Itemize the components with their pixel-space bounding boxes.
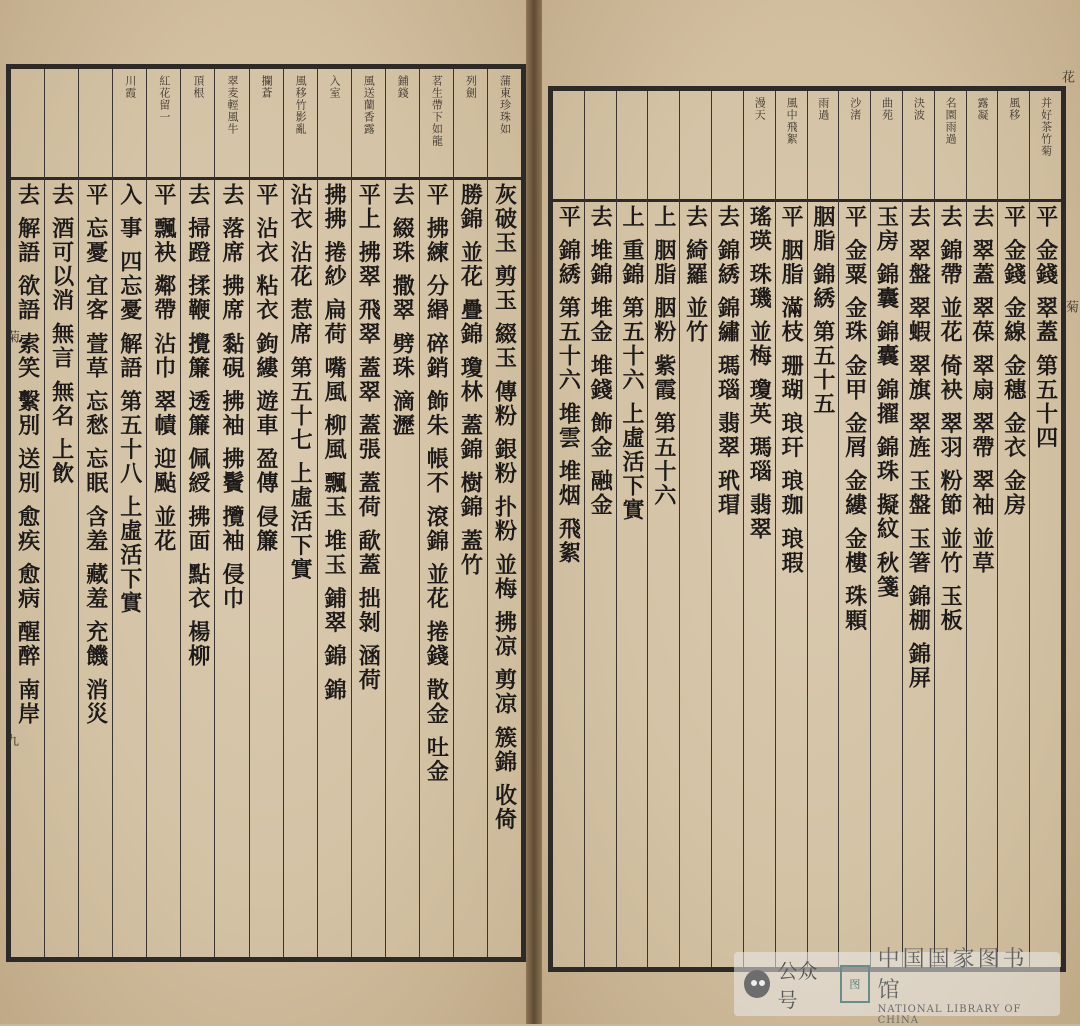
main-text: 拂拂 捲紗 扁荷 嘴風 柳風 飄玉 堆玉 鋪翠 錦 錦 bbox=[321, 183, 348, 702]
header-annotation bbox=[553, 91, 584, 199]
main-text: 平 飄袂 鄰帶 沾巾 翠幘 迎颭 並花 bbox=[150, 183, 177, 553]
header-annotation: 茗生帶下如龍 bbox=[430, 75, 444, 147]
right-columns bbox=[553, 91, 1061, 967]
text-column bbox=[453, 69, 487, 957]
main-text: 平 胭脂 滿枝 珊瑚 琅玕 琅珈 琅瑕 bbox=[778, 205, 805, 575]
main-text: 平 金錢 翠蓋 第五十四 bbox=[1032, 205, 1059, 450]
header-annotation: 名園雨過 bbox=[944, 97, 958, 145]
text-column bbox=[1029, 91, 1061, 967]
header-annotation bbox=[712, 91, 743, 199]
left-columns bbox=[11, 69, 521, 957]
header-annotation bbox=[648, 91, 679, 199]
header-annotation bbox=[680, 91, 711, 199]
header-annotation bbox=[585, 91, 616, 199]
text-column bbox=[838, 91, 870, 967]
book-gutter bbox=[526, 0, 542, 1024]
header-annotation: 風中飛絮 bbox=[785, 97, 799, 145]
text-column bbox=[647, 91, 679, 967]
header-annotation: 川霞 bbox=[123, 75, 137, 99]
text-column bbox=[775, 91, 807, 967]
header-annotation: 曲苑 bbox=[880, 97, 894, 121]
header-annotation bbox=[11, 69, 44, 177]
header-annotation: 紅花留一 bbox=[157, 75, 171, 123]
main-text: 平上 拂翠 飛翠 蓋翠 蓋張 蓋荷 歃蓋 拙剝 涵荷 bbox=[355, 183, 382, 693]
text-column bbox=[553, 91, 584, 967]
header-annotation bbox=[617, 91, 648, 199]
main-text: 去 錦綉 錦繡 瑪瑙 翡翠 玳瑁 bbox=[714, 205, 741, 518]
header-annotation: 漫天 bbox=[753, 97, 767, 121]
library-seal-icon: 图 bbox=[840, 965, 870, 1003]
text-column bbox=[112, 69, 146, 957]
text-column bbox=[283, 69, 317, 957]
text-column bbox=[902, 91, 934, 967]
main-text: 玉房 錦囊 錦囊 錦擢 錦珠 擬紋 秋箋 bbox=[873, 205, 900, 599]
header-annotation: 攔蒼 bbox=[260, 75, 274, 99]
right-page-frame bbox=[548, 86, 1066, 972]
watermark-label: 公众号 bbox=[777, 959, 818, 1012]
main-text: 去 酒可以消 無言 無名 上飲 bbox=[48, 183, 75, 486]
watermark bbox=[734, 947, 1060, 1026]
main-text: 灰破玉 剪玉 綴玉 傳粉 銀粉 扑粉 並梅 拂凉 剪凉 簇錦 收倚 bbox=[491, 183, 518, 832]
main-text: 勝錦 並花 疊錦 瓊林 蓋錦 樹錦 蓋竹 bbox=[457, 183, 484, 577]
watermark-title-cn: 中国国家图书馆 bbox=[877, 947, 1028, 1003]
header-annotation: 鋪錢 bbox=[396, 75, 410, 99]
main-text: 去 解語 欲語 索笑 繫別 送別 愈疾 愈病 醒醉 南岸 bbox=[14, 183, 41, 726]
header-annotation: 并好茶竹菊 bbox=[1039, 97, 1053, 157]
header-annotation: 風移 bbox=[1007, 97, 1021, 121]
text-column bbox=[487, 69, 521, 957]
right-top-title: 花 bbox=[1059, 70, 1074, 83]
text-column bbox=[214, 69, 248, 957]
header-annotation: 沙渚 bbox=[848, 97, 862, 121]
text-column bbox=[419, 69, 453, 957]
text-column bbox=[743, 91, 775, 967]
main-text: 平 金錢 金線 金穗 金衣 金房 bbox=[1000, 205, 1027, 518]
header-annotation: 列劍 bbox=[464, 75, 478, 99]
main-text: 胭脂 錦綉 第五十五 bbox=[809, 205, 836, 417]
main-text: 平 忘憂 宜客 萱草 忘愁 忘眠 含羞 藏羞 充饑 消災 bbox=[82, 183, 109, 726]
text-column bbox=[870, 91, 902, 967]
header-annotation: 雨過 bbox=[816, 97, 830, 121]
text-column bbox=[180, 69, 214, 957]
text-column bbox=[385, 69, 419, 957]
main-text: 平 金粟 金珠 金甲 金屑 金縷 金樓 珠顆 bbox=[841, 205, 868, 633]
text-column bbox=[966, 91, 998, 967]
left-page-number: 九 bbox=[6, 734, 20, 749]
header-annotation: 決波 bbox=[912, 97, 926, 121]
header-annotation: 翠麦輕風牛 bbox=[225, 75, 239, 135]
main-text: 去 落席 拂席 黏硯 拂袖 拂鬢 攬袖 侵巾 bbox=[218, 183, 245, 611]
text-column bbox=[997, 91, 1029, 967]
text-column bbox=[807, 91, 839, 967]
text-column bbox=[711, 91, 743, 967]
main-text: 平 拂練 分緡 碎銷 飾朱 帳不 滾錦 並花 捲錢 散金 吐金 bbox=[423, 183, 450, 784]
main-text: 瑤瑛 珠璣 並梅 瓊英 瑪瑙 翡翠 bbox=[746, 205, 773, 542]
text-column bbox=[616, 91, 648, 967]
main-text: 去 綴珠 撒翠 劈珠 滴瀝 bbox=[389, 183, 416, 438]
left-margin-label: 菊 bbox=[4, 330, 19, 343]
header-annotation: 露凝 bbox=[975, 97, 989, 121]
main-text: 去 綺羅 並竹 bbox=[682, 205, 709, 345]
main-text: 去 翠盤 翠蝦 翠旗 翠旌 玉盤 玉箸 錦棚 錦屏 bbox=[905, 205, 932, 691]
main-text: 去 翠蓋 翠葆 翠扇 翠帶 翠袖 並草 bbox=[968, 205, 995, 575]
text-column bbox=[351, 69, 385, 957]
header-annotation: 風移竹影亂 bbox=[294, 75, 308, 135]
watermark-title-en: NATIONAL LIBRARY OF CHINA bbox=[877, 1004, 1022, 1026]
text-column bbox=[146, 69, 180, 957]
main-text: 沾衣 沾花 惹席 第五十七 上虛活下實 bbox=[287, 183, 314, 582]
header-annotation bbox=[45, 69, 78, 177]
header-annotation: 蒲東珍珠如 bbox=[498, 75, 512, 135]
left-page-frame bbox=[6, 64, 526, 962]
text-column bbox=[44, 69, 78, 957]
text-column bbox=[11, 69, 44, 957]
header-annotation: 頂根 bbox=[191, 75, 205, 99]
text-column bbox=[584, 91, 616, 967]
main-text: 上 重錦 第五十六 上虛活下實 bbox=[619, 205, 646, 522]
text-column bbox=[317, 69, 351, 957]
text-column bbox=[934, 91, 966, 967]
text-column bbox=[249, 69, 283, 957]
main-text: 平 沾衣 粘衣 鉤縷 遊車 盈傳 侵簾 bbox=[253, 183, 280, 553]
watermark-text bbox=[878, 942, 1050, 1026]
header-annotation: 入室 bbox=[328, 75, 342, 99]
text-column bbox=[679, 91, 711, 967]
header-annotation: 風送蘭香露 bbox=[362, 75, 376, 135]
main-text: 去 錦帶 並花 倚袂 翠羽 粉節 並竹 玉板 bbox=[937, 205, 964, 633]
main-text: 上 胭脂 胭粉 紫霞 第五十六 bbox=[650, 205, 677, 508]
main-text: 平 錦綉 第五十六 堆雲 堆烟 飛絮 bbox=[555, 205, 582, 566]
text-column bbox=[78, 69, 112, 957]
wechat-icon bbox=[744, 970, 770, 998]
header-annotation bbox=[79, 69, 112, 177]
right-margin-label: 菊 bbox=[1063, 300, 1078, 313]
main-text: 去 掃蹬 揉鞭 攪簾 透簾 佩綬 拂面 點衣 楊柳 bbox=[184, 183, 211, 669]
main-text: 入 事 四忘憂 解語 第五十八 上虛活下實 bbox=[116, 183, 143, 616]
main-text: 去 堆錦 堆金 堆錢 飾金 融金 bbox=[587, 205, 614, 518]
